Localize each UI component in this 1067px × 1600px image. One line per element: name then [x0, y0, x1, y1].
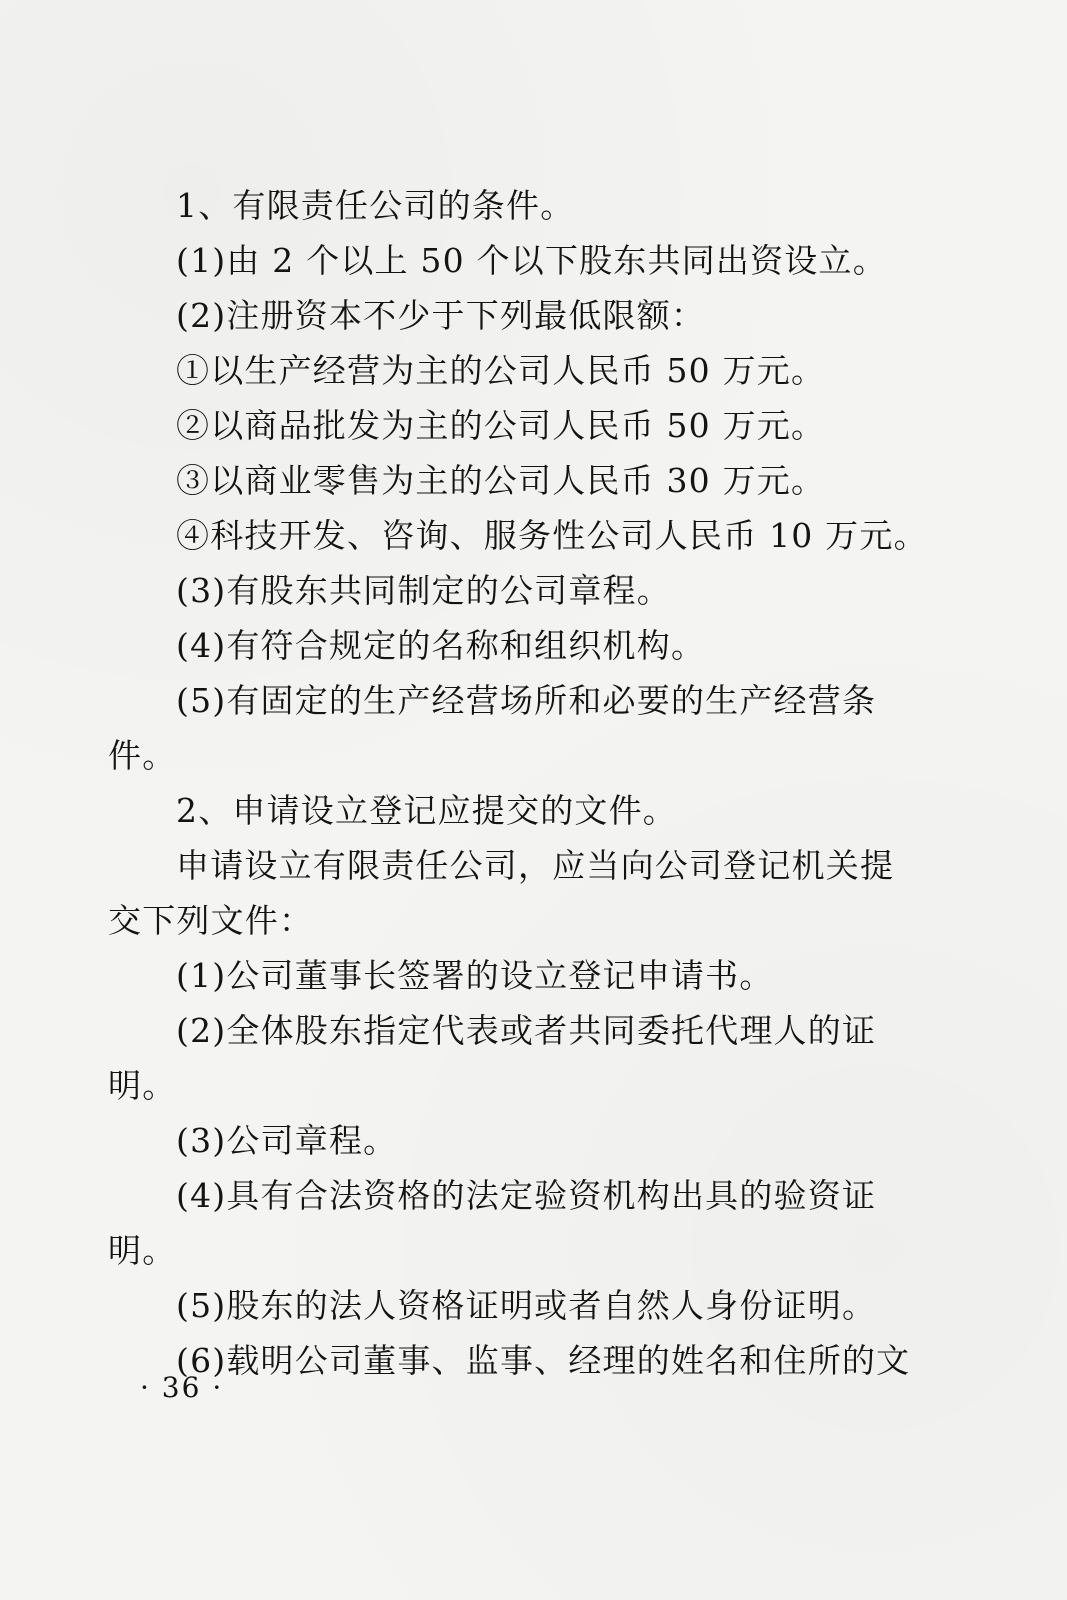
text-line: 明。 [108, 1066, 177, 1105]
page-number: · 36 · [140, 1371, 224, 1404]
text-line: (3)公司章程。 [176, 1121, 398, 1160]
text-line: 件。 [108, 736, 177, 775]
text-line: (6)载明公司董事、监事、经理的姓名和住所的文 [176, 1341, 911, 1380]
text-line: 1、有限责任公司的条件。 [176, 186, 575, 225]
text-line: ①以生产经营为主的公司人民币 50 万元。 [176, 351, 826, 390]
text-line: ②以商品批发为主的公司人民币 50 万元。 [176, 406, 826, 445]
text-line: (5)股东的法人资格证明或者自然人身份证明。 [176, 1286, 877, 1325]
text-line: ④科技开发、咨询、服务性公司人民币 10 万元。 [176, 516, 928, 555]
text-line: 交下列文件： [108, 901, 314, 940]
text-line: 2、申请设立登记应提交的文件。 [176, 791, 677, 830]
text-line: 明。 [108, 1231, 177, 1270]
text-line: (4)有符合规定的名称和组织机构。 [176, 626, 706, 665]
text-line: 申请设立有限责任公司，应当向公司登记机关提 [176, 846, 895, 885]
text-line: (4)具有合法资格的法定验资机构出具的验资证 [176, 1176, 877, 1215]
text-line: (3)有股东共同制定的公司章程。 [176, 571, 671, 610]
text-line: (2)全体股东指定代表或者共同委托代理人的证 [176, 1011, 877, 1050]
text-line: (5)有固定的生产经营场所和必要的生产经营条 [176, 681, 877, 720]
document-body [108, 178, 928, 1388]
text-line: (1)公司董事长签署的设立登记申请书。 [176, 956, 774, 995]
text-line: ③以商业零售为主的公司人民币 30 万元。 [176, 461, 826, 500]
text-line: (1)由 2 个以上 50 个以下股东共同出资设立。 [176, 241, 887, 280]
text-line: (2)注册资本不少于下列最低限额： [176, 296, 706, 335]
